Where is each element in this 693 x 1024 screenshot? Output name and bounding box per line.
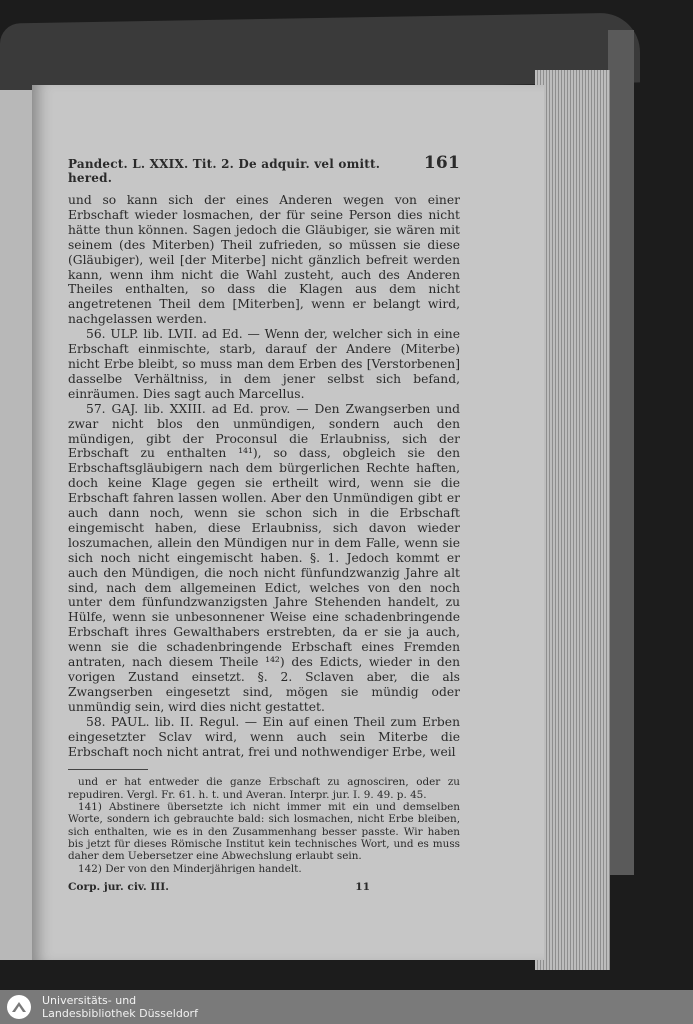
signature-right: 11 [355,880,370,893]
page-stack [535,70,610,970]
ulb-logo-icon [6,994,32,1020]
running-head-title: Pandect. L. XXIX. Tit. 2. De adquir. vel omitt. hered. [68,157,381,185]
footnote: und er hat entweder die ganze Erbschaft zu agnosciren, oder zu repudiren. Vergl. Fr. 61. h. t. und Averan. Interpr. jur. I. 9. 49. p. 45. [68,776,460,801]
page-content [68,153,460,893]
footnote: 142) Der von den Minderjährigen handelt. [78,862,302,875]
library-name [42,994,198,1020]
library-name-line2: Landesbibliothek Düsseldorf [42,1007,198,1020]
footnote: 141) Abstinere übersetzte ich nicht immer mit ein und demselben Worte, sondern ich gebrauchte bald: sich losmachen, nicht Erbe bleiben, sich enthalten, wie es in den Zusammenhang besser passte. Wir haben bis jetzt für dieses Römische Institut kein technisches Wort, und es muss daher dem Uebersetzer eine Abwechslung erlaubt sein. [68,801,460,863]
paragraph: und so kann sich der eines Anderen wegen von einer Erbschaft wieder losmachen, der für seine Person dies nicht hätte thun können. Sagen jedoch die Gläubiger, sie wären mit seinem (des Miterben) Theil zufrieden, so müssen sie diese (Gläubiger), weil [der Miterbe] nicht gänzlich befreit werden kann, wenn ihm nicht die Wahl zusteht, auch des Anderen Theiles enthalten, so dass die Klagen aus dem nicht angetretenen Theil dem [Miterben], wenn er belangt wird, nachgelassen werden. [68,193,460,327]
paragraph: 57. GAJ. lib. XXIII. ad Ed. prov. — Den Zwangserben und zwar nicht blos den unmündigen, sondern auch den mündigen, gibt der Proconsul die Erlaubniss, sich der Erbschaft zu enthalten ¹⁴¹), so dass, obgleich sie den Erbschaftsgläubigern nach dem bürgerlichen Rechte haften, doch keine Klage gegen sie ertheilt wird, wenn sie die Erbschaft fahren lassen wollen. Aber den Unmündigen gibt er auch dann noch, wenn sie schon sich in die Erbschaft eingemischt haben, diese Erlaubniss, sich davon wieder loszumachen, allein den Mündigen nur in dem Falle, wenn sie sich noch nicht eingemischt haben. §. 1. Jedoch kommt er auch den Mündigen, die noch nicht fünfundzwanzig Jahre alt sind, nach dem allgemeinen Edict, welches von den noch unter dem fünfundzwanzigsten Jahre Stehenden handelt, zu Hülfe, wenn sie unbesonnener Weise eine schadenbringende Erbschaft ihres Gewalthabers erstrebten, da er sie ja auch, wenn sie die schadenbringende Erbschaft eines Fremden antraten, nach diesem Theile ¹⁴²) des Edicts, wieder in den vorigen Zustand einsetzt. §. 2. Sclaven aber, die als Zwangserben eingesetzt sind, mögen sie mündig oder unmündig sein, wird dies nicht gestattet. [68,401,460,714]
signature-left: Corp. jur. civ. III. [68,880,169,893]
body-text [68,193,460,759]
library-bar [0,990,693,1024]
paragraph: 58. PAUL. lib. II. Regul. — Ein auf einen Theil zum Erben eingesetzter Sclav wird, wenn auch sein Miterbe die Erbschaft noch nicht antrat, frei und nothwendiger Erbe, weil [68,714,460,759]
facing-page [0,90,34,960]
library-name-line1: Universitäts- und [42,994,137,1007]
page-number: 161 [423,153,460,173]
book-edge [608,30,634,875]
book-page [32,85,544,960]
paragraph: 56. ULP. lib. LVII. ad Ed. — Wenn der, welcher sich in eine Erbschaft einmischte, starb, darauf der Andere (Miterbe) nicht Erbe bleibt, so muss man dem Erben des [Verstorbenen] dasselbe Verhältniss, in dem jener selbst sich befand, einräumen. Dies sagt auch Marcellus. [68,327,460,401]
footnotes [68,776,460,874]
page-footer [68,881,460,893]
footnote-rule [68,769,148,770]
running-head [68,153,460,185]
